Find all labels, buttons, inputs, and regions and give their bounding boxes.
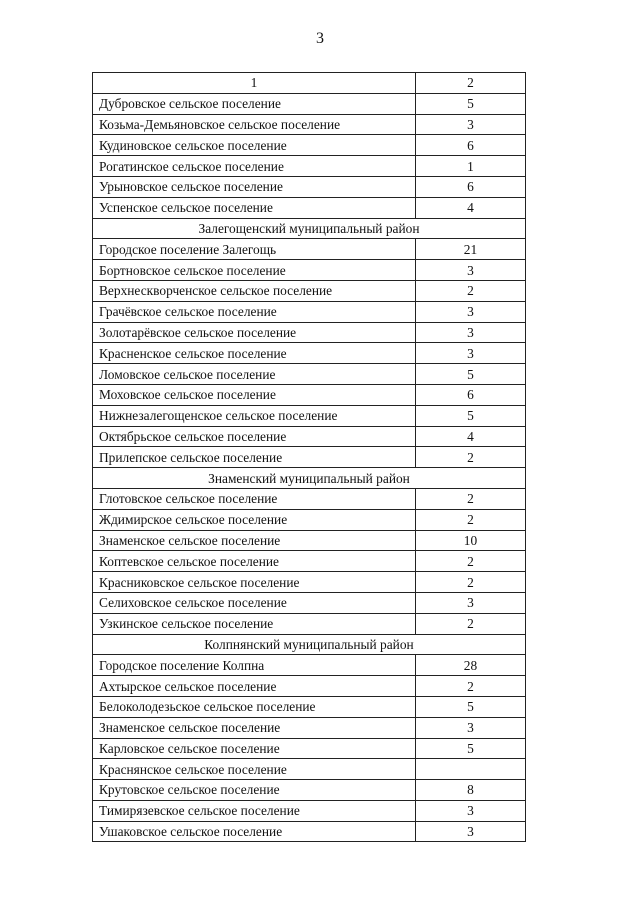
settlement-name: Грачёвское сельское поселение [93, 301, 416, 322]
settlement-name: Моховское сельское поселение [93, 384, 416, 405]
table-row [93, 759, 526, 780]
settlement-name: Бортновское сельское поселение [93, 260, 416, 281]
settlement-value: 28 [416, 655, 526, 676]
table-body [93, 73, 526, 842]
settlement-name: Коптевское сельское поселение [93, 551, 416, 572]
table-row [93, 364, 526, 385]
header-col2: 2 [416, 73, 526, 94]
table-row [93, 322, 526, 343]
table-row [93, 156, 526, 177]
settlement-value: 6 [416, 135, 526, 156]
table-row [93, 135, 526, 156]
table-row [93, 343, 526, 364]
settlement-value: 3 [416, 260, 526, 281]
table-row [93, 176, 526, 197]
settlement-value: 4 [416, 426, 526, 447]
settlement-value: 3 [416, 114, 526, 135]
settlement-name: Ждимирское сельское поселение [93, 509, 416, 530]
settlement-value: 5 [416, 93, 526, 114]
table-row [93, 530, 526, 551]
section-row [93, 468, 526, 489]
settlement-name: Знаменское сельское поселение [93, 717, 416, 738]
settlement-name: Успенское сельское поселение [93, 197, 416, 218]
header-col1: 1 [93, 73, 416, 94]
section-title: Залегощенский муниципальный район [93, 218, 526, 239]
settlement-name: Кудиновское сельское поселение [93, 135, 416, 156]
settlement-name: Рогатинское сельское поселение [93, 156, 416, 177]
table-row [93, 572, 526, 593]
table-row [93, 780, 526, 801]
settlement-value: 2 [416, 551, 526, 572]
table-row [93, 384, 526, 405]
table-row [93, 592, 526, 613]
settlement-name: Октябрьское сельское поселение [93, 426, 416, 447]
settlement-value: 3 [416, 343, 526, 364]
settlement-value: 3 [416, 717, 526, 738]
settlement-name: Узкинское сельское поселение [93, 613, 416, 634]
settlement-name: Городское поселение Залегощь [93, 239, 416, 260]
settlement-value: 3 [416, 301, 526, 322]
settlement-name: Ахтырское сельское поселение [93, 676, 416, 697]
settlement-value: 3 [416, 800, 526, 821]
settlement-value: 5 [416, 738, 526, 759]
table-row [93, 800, 526, 821]
settlement-name: Нижнезалегощенское сельское поселение [93, 405, 416, 426]
section-title: Знаменский муниципальный район [93, 468, 526, 489]
settlement-name: Верхнескворченское сельское поселение [93, 280, 416, 301]
table-row [93, 280, 526, 301]
settlement-name: Крутовское сельское поселение [93, 780, 416, 801]
table-row [93, 488, 526, 509]
settlement-name: Краснянское сельское поселение [93, 759, 416, 780]
page-number: 3 [316, 30, 324, 47]
settlement-value: 2 [416, 447, 526, 468]
settlement-name: Карловское сельское поселение [93, 738, 416, 759]
table-row [93, 717, 526, 738]
settlement-value: 2 [416, 509, 526, 530]
table-row [93, 93, 526, 114]
settlement-name: Красниковское сельское поселение [93, 572, 416, 593]
table-row [93, 655, 526, 676]
settlement-value: 21 [416, 239, 526, 260]
table-row [93, 447, 526, 468]
table-row [93, 613, 526, 634]
table-row [93, 509, 526, 530]
settlement-name: Знаменское сельское поселение [93, 530, 416, 551]
settlement-value: 2 [416, 280, 526, 301]
settlement-value: 2 [416, 572, 526, 593]
table-row [93, 551, 526, 572]
settlement-value: 6 [416, 176, 526, 197]
settlement-name: Золотарёвское сельское поселение [93, 322, 416, 343]
settlement-name: Ломовское сельское поселение [93, 364, 416, 385]
settlement-value: 3 [416, 821, 526, 842]
table-row [93, 821, 526, 842]
table-row [93, 405, 526, 426]
settlement-value: 10 [416, 530, 526, 551]
settlement-value: 3 [416, 592, 526, 613]
table-row [93, 239, 526, 260]
section-row [93, 634, 526, 655]
table-row [93, 426, 526, 447]
settlements-table [92, 72, 526, 842]
table-row [93, 738, 526, 759]
section-row [93, 218, 526, 239]
table-row [93, 676, 526, 697]
table-row [93, 301, 526, 322]
settlement-name: Урыновское сельское поселение [93, 176, 416, 197]
settlement-name: Селиховское сельское поселение [93, 592, 416, 613]
settlement-value: 1 [416, 156, 526, 177]
table-row [93, 197, 526, 218]
table-header-row [93, 73, 526, 94]
settlement-value [416, 759, 526, 780]
settlement-value: 5 [416, 405, 526, 426]
settlement-name: Городское поселение Колпна [93, 655, 416, 676]
settlement-value: 2 [416, 613, 526, 634]
table-row [93, 114, 526, 135]
settlement-value: 2 [416, 488, 526, 509]
table-row [93, 260, 526, 281]
settlement-value: 2 [416, 676, 526, 697]
settlement-name: Козьма-Демьяновское сельское поселение [93, 114, 416, 135]
table-row [93, 696, 526, 717]
settlement-value: 4 [416, 197, 526, 218]
section-title: Колпнянский муниципальный район [93, 634, 526, 655]
settlement-value: 5 [416, 364, 526, 385]
settlement-value: 5 [416, 696, 526, 717]
settlement-name: Глотовское сельское поселение [93, 488, 416, 509]
settlement-name: Красненское сельское поселение [93, 343, 416, 364]
settlement-name: Ушаковское сельское поселение [93, 821, 416, 842]
settlement-name: Белоколодезьское сельское поселение [93, 696, 416, 717]
settlement-name: Дубровское сельское поселение [93, 93, 416, 114]
settlement-value: 3 [416, 322, 526, 343]
settlement-value: 8 [416, 780, 526, 801]
settlement-value: 6 [416, 384, 526, 405]
settlement-name: Тимирязевское сельское поселение [93, 800, 416, 821]
settlement-name: Прилепское сельское поселение [93, 447, 416, 468]
